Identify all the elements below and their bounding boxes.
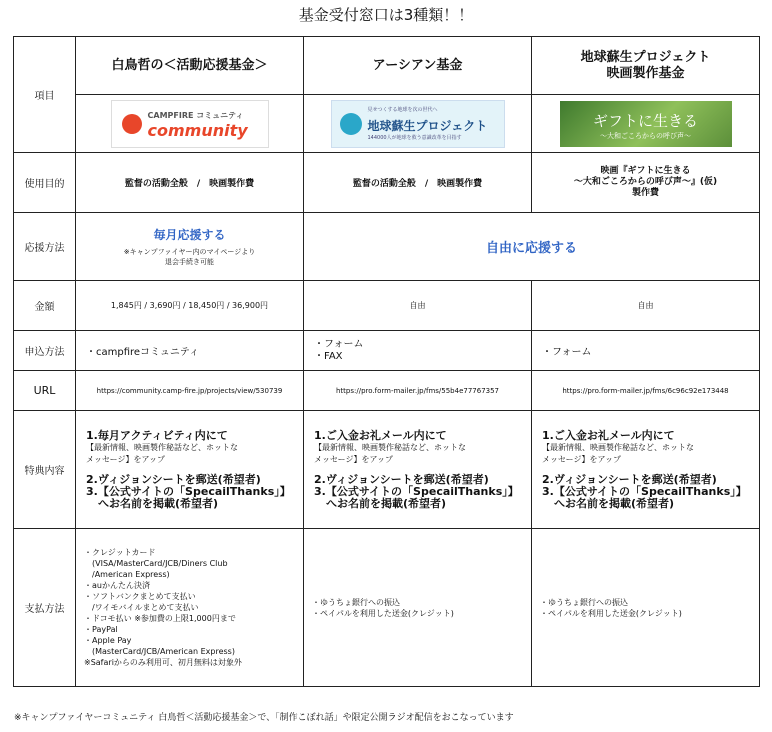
- benefit-4: へお名前を掲載(希望者): [98, 496, 219, 510]
- url-col1-link[interactable]: https://community.camp-fire.jp/projects/view/530739: [76, 371, 304, 411]
- purpose-col3: 映画『ギフトに生きる 〜大和ごころからの呼び声〜』(仮) 製作費: [532, 153, 760, 213]
- col3-header: [532, 37, 760, 95]
- benefit-2: 2.ヴィジョンシートを郵送(希望者): [86, 472, 261, 486]
- benefits-col3: [532, 411, 760, 529]
- apply-col1: ・campfireコミュニティ: [76, 331, 304, 371]
- campfire-logo-cell: [76, 95, 304, 153]
- method-label: 応援方法: [14, 213, 76, 281]
- cancel-note: ※キャンプファイヤー内のマイページより 退会手続き可能: [123, 248, 256, 266]
- benefit-4: へお名前を掲載(希望者): [554, 496, 675, 510]
- benefit-detail: 【最新情報、映画製作秘話など、ホットな メッセージ】をアップ: [314, 442, 466, 464]
- campfire-community-logo[interactable]: [111, 100, 269, 148]
- benefits-col2: [304, 411, 532, 529]
- col3-header-line1: 地球蘇生プロジェクト: [580, 49, 711, 65]
- url-col2-link[interactable]: https://pro.form-mailer.jp/fms/55b4e77767357: [304, 371, 532, 411]
- amount-col3: 自由: [532, 281, 760, 331]
- gift-banner-subtitle: 〜大和ごころからの呼び声〜: [600, 131, 691, 140]
- apply-col3: ・フォーム: [532, 331, 760, 371]
- fund-table: [13, 36, 760, 687]
- col2-header: アーシアン基金: [304, 37, 532, 95]
- benefit-detail: 【最新情報、映画製作秘話など、ホットな メッセージ】をアップ: [542, 442, 694, 464]
- col3-header-line2: 映画製作基金: [606, 65, 685, 81]
- monthly-support-label: 毎月応援する: [153, 228, 226, 242]
- footnote: ※キャンプファイヤーコミュニティ 白鳥哲＜活動応援基金＞で、「制作こぼれ話」や限定公開ラジオ配信をおこなっています: [14, 713, 514, 723]
- benefit-detail: 【最新情報、映画製作秘話など、ホットな メッセージ】をアップ: [86, 442, 238, 464]
- benefit-2: 2.ヴィジョンシートを郵送(希望者): [314, 472, 489, 486]
- payment-col3: ・ゆうちょ銀行への振込 ・ペイパルを利用した送金(クレジット): [532, 529, 760, 687]
- chikyu-logo-main: 地球蘇生プロジェクト: [367, 118, 488, 133]
- payment-col1: ・クレジットカード (VISA/MasterCard/JCB/Diners Club /American Express) ・auかんたん決済 ・ソフトバンクまとめて支払い /ワイモバイルまとめて支払い ・ドコモ払い ※参加費の上限1,000円まで ・PayPal ・Apple Pay (MasterCard/JCB/American Express) ※Safariからのみ利用可、初月無料は対象外: [76, 529, 304, 687]
- page-title: 基金受付窓口は3種類！！: [298, 6, 474, 24]
- benefit-3: 3.【公式サイトの「SpecailThanks」】: [86, 484, 291, 498]
- gift-movie-banner[interactable]: [560, 101, 732, 147]
- gift-logo-cell: [532, 95, 760, 153]
- benefit-1: 1.ご入金お礼メール内にて: [542, 428, 675, 442]
- apply-col2: ・フォーム ・FAX: [304, 331, 532, 371]
- chikyu-logo-sub: 144000人が地球を救う意識改革を目指す: [367, 134, 462, 141]
- chikyu-sosei-logo[interactable]: [331, 100, 505, 148]
- amount-col2: 自由: [304, 281, 532, 331]
- purpose-col1: 監督の活動全般 / 映画製作費: [76, 153, 304, 213]
- chikyu-logo-cell: [304, 95, 532, 153]
- benefit-3: 3.【公式サイトの「SpecailThanks」】: [542, 484, 747, 498]
- url-col3-link[interactable]: https://pro.form-mailer.jp/fms/6c96c92e173448: [532, 371, 760, 411]
- benefit-1: 1.毎月アクティビティ内にて: [86, 428, 228, 442]
- free-support-label: 自由に応援する: [304, 213, 760, 281]
- amount-label: 金額: [14, 281, 76, 331]
- payment-col2: ・ゆうちょ銀行への振込 ・ペイパルを利用した送金(クレジット): [304, 529, 532, 687]
- payment-label: 支払方法: [14, 529, 76, 687]
- item-header: 項目: [14, 37, 76, 153]
- benefit-1: 1.ご入金お礼メール内にて: [314, 428, 447, 442]
- chikyu-logo-top: 見せつくする地球を次の世代へ: [367, 106, 438, 113]
- campfire-icon: [122, 114, 142, 134]
- purpose-label: 使用目的: [14, 153, 76, 213]
- benefit-3: 3.【公式サイトの「SpecailThanks」】: [314, 484, 519, 498]
- method-col1: [76, 213, 304, 281]
- benefit-2: 2.ヴィジョンシートを郵送(希望者): [542, 472, 717, 486]
- benefits-label: 特典内容: [14, 411, 76, 529]
- amount-col1: 1,845円 / 3,690円 / 18,450円 / 36,900円: [76, 281, 304, 331]
- campfire-logo-main: community: [147, 120, 248, 140]
- gift-banner-title: ギフトに生きる: [592, 111, 698, 130]
- benefit-4: へお名前を掲載(希望者): [326, 496, 447, 510]
- purpose-col2: 監督の活動全般 / 映画製作費: [304, 153, 532, 213]
- benefits-col1: [76, 411, 304, 529]
- col1-header: 白鳥哲の＜活動応援基金＞: [76, 37, 304, 95]
- apply-label: 申込方法: [14, 331, 76, 371]
- campfire-logo-top: CAMPFIRE コミュニティ: [147, 110, 244, 120]
- url-label: URL: [14, 371, 76, 411]
- globe-icon: [340, 113, 362, 135]
